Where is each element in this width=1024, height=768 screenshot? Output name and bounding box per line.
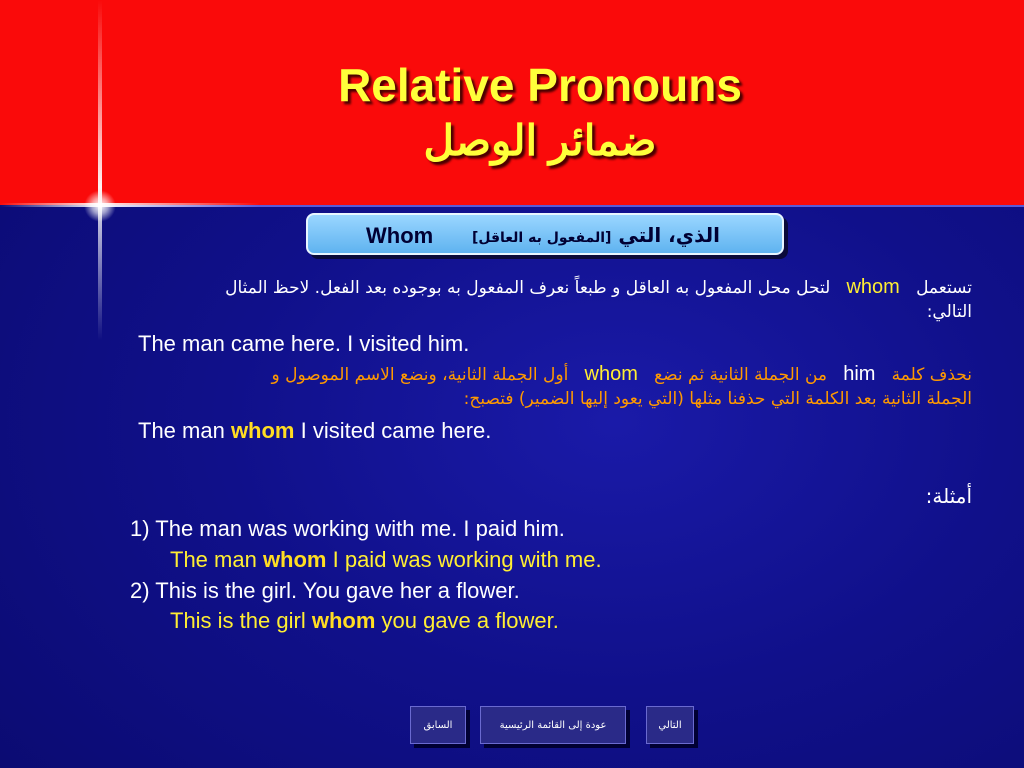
banner-note: [المفعول به العاقل] [471,230,612,246]
example-sentence-2 [138,418,491,444]
exercise-2-after: you gave a flower. [375,608,559,633]
light-flare-horizontal [0,203,260,207]
example-sentence-1: The man came here. I visited him. [138,331,470,356]
instruction-mid: من الجملة الثانية ثم نضع [654,365,827,385]
slide-title-english: Relative Pronouns [338,59,742,111]
exercise-2-keyword: whom [311,608,376,633]
instruction-word-whom: whom [584,363,638,385]
intro-prefix: تستعمل [916,278,972,298]
previous-button[interactable]: السابق [410,706,466,744]
instruction-rest: أول الجملة الثانية، ونضع الاسم الموصول و [271,365,569,385]
keyword-banner [306,213,784,255]
instruction-prefix: نحذف كلمة [891,365,972,385]
banner-meaning-text: الذي، التي [618,223,720,247]
exercise-1-answer [170,547,602,573]
slide-title-arabic: ضمائر الوصل [423,117,657,164]
intro-line-1 [225,276,972,299]
exercise-2-prompt: 2) This is the girl. You gave her a flower. [130,578,520,603]
intro-keyword: whom [846,276,900,298]
example-2-keyword: whom [230,418,295,443]
exercise-1-after: I paid was working with me. [326,547,602,572]
banner-keyword: Whom [366,223,434,248]
light-flare-vertical [98,0,102,340]
instruction-line-1 [272,363,973,386]
home-button[interactable]: عودة إلى القائمة الرئيسية [480,706,626,744]
exercise-2-answer [170,608,559,634]
instruction-word-him: him [843,363,876,385]
examples-heading: أمثلة: [925,484,972,508]
next-button[interactable]: التالي [646,706,694,744]
intro-rest: لتحل محل المفعول به العاقل و طبعاً نعرف المفعول به بوجوده بعد الفعل. لاحظ المثال [225,278,831,298]
instruction-line-2: الجملة الثانية بعد الكلمة التي حذفنا مثلها (التي يعود إليها الضمير) فتصبح: [463,389,972,409]
light-flare-center [84,190,116,222]
exercise-1-before: The man [170,547,263,572]
exercise-1-keyword: whom [262,547,327,572]
intro-line-2: التالي: [926,302,972,322]
example-2-before: The man [138,418,231,443]
banner-meaning [472,223,720,247]
example-2-after: I visited came here. [294,418,492,443]
exercise-1-prompt: 1) The man was working with me. I paid him. [130,516,565,541]
exercise-2-before: This is the girl [170,608,312,633]
